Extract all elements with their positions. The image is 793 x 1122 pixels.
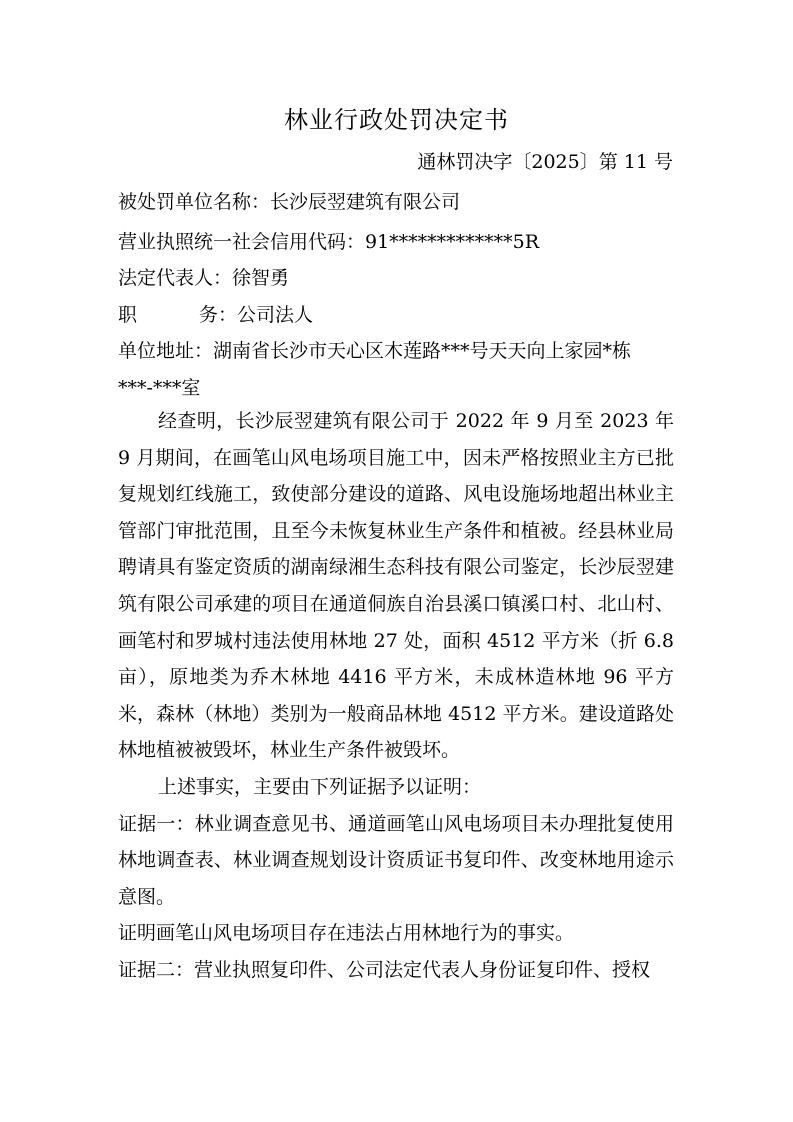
document-number: 通林罚决字〔2025〕第 11 号: [417, 151, 673, 173]
address-field-line1: 单位地址：湖南省长沙市天心区木莲路***号天天向上家园*栋: [118, 340, 632, 362]
position-field: [118, 300, 313, 327]
unit-name-field: 被处罚单位名称：长沙辰翌建筑有限公司: [118, 191, 461, 213]
evidence-intro-paragraph: 上述事实，主要由下列证据予以证明：: [158, 775, 482, 798]
facts-paragraph: 经查明，长沙辰翌建筑有限公司于 2022 年 9 月至 2023 年 9 月期间，在画笔山风电场项目施工中，因未严格按照业主方已批复规划红线施工，致使部分建设的道路、风电设施场地超出林业主管部门审批范围，且至今未恢复林业生产条件和植被。经县林业局聘请具有鉴定资质的湖南绿湘生态科技有限公司鉴定，长沙辰翌建筑有限公司承建的项目在通道侗族自治县溪口镇溪口村、北山村、画笔村和罗城村违法使用林地 27 处，面积 4512 平方米（折 6.8 亩），原地类为乔木林地 4416 平方米，未成林造林地 96 平方米，森林（林地）类别为一般商品林地 4512 平方米。建设道路处林地植被被毁坏，林业生产条件被毁坏。: [118, 410, 674, 762]
legal-representative-field: 法定代表人：徐智勇: [118, 267, 290, 289]
evidence-one-proves-paragraph: 证明画笔山风电场项目存在违法占用林地行为的事实。: [118, 922, 575, 945]
evidence-two-paragraph: 证据二：营业执照复印件、公司法定代表人身份证复印件、授权: [118, 958, 651, 981]
position-label-first-char: 职: [118, 304, 138, 326]
credit-code-field: 营业执照统一社会信用代码：91*************5R: [118, 231, 540, 253]
document-title: 林业行政处罚决定书: [284, 106, 509, 134]
address-field-line2: ***-***室: [118, 377, 201, 399]
body-text: [118, 403, 674, 989]
evidence-one-paragraph: 证据一：林业调查意见书、通道画笔山风电场项目未办理批复使用林地调查表、林业调查规划设计资质证书复印件、改变林地用途示意图。: [118, 812, 674, 908]
position-label-rest: 务：公司法人: [199, 304, 314, 326]
